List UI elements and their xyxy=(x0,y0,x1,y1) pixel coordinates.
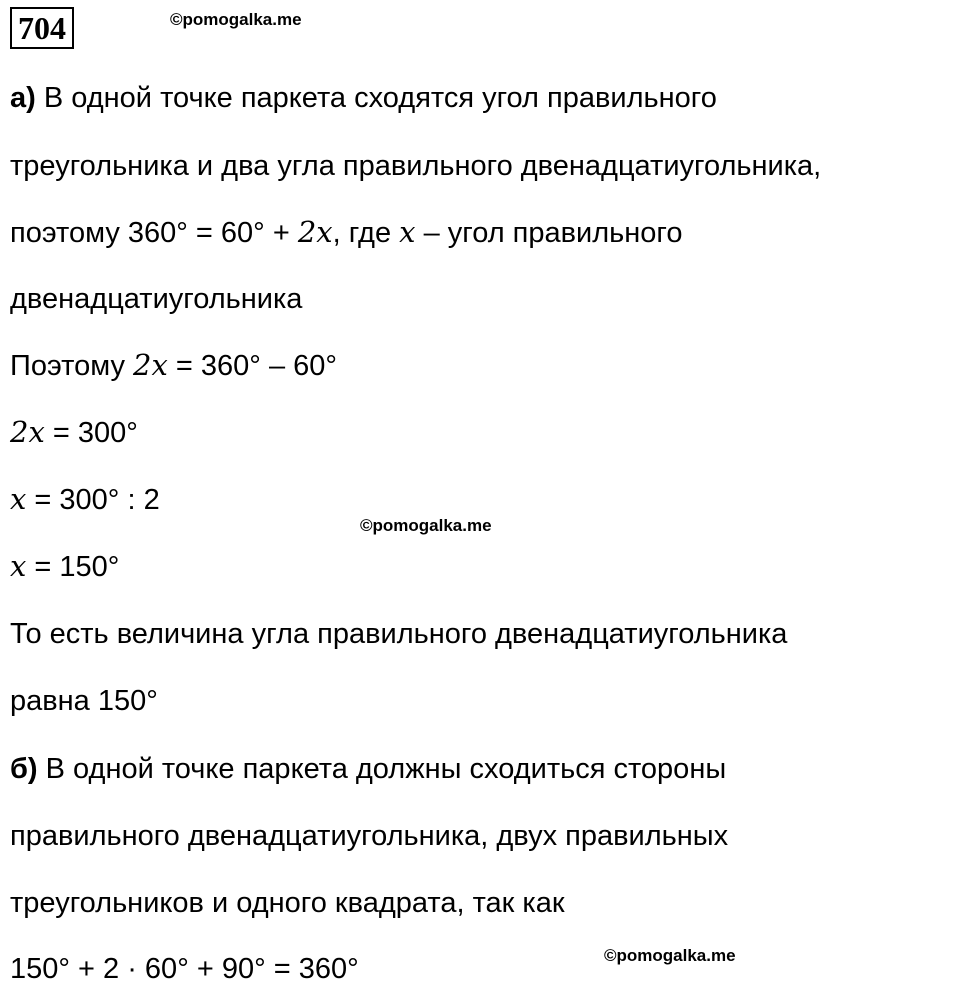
part-b-line-3: треугольников и одного квадрата, так как xyxy=(10,887,565,919)
part-b-line-4: 150° + 2 · 60° + 90° = 360° xyxy=(10,953,359,985)
part-b-label: б) xyxy=(10,753,38,785)
math-2x: 2𝑥 xyxy=(133,348,168,382)
part-a-line-3-mid: , где xyxy=(332,217,400,249)
watermark-top: ©pomogalka.me xyxy=(170,10,302,29)
math-x: 𝑥 xyxy=(10,549,27,583)
part-a-line-5-pre: Поэтому xyxy=(10,350,134,382)
math-2x: 2𝑥 xyxy=(10,415,45,449)
part-a-line-9: То есть величина угла правильного двенадцатиугольника xyxy=(10,618,788,650)
part-a-line-2: треугольника и два угла правильного двенадцатиугольника, xyxy=(10,150,822,182)
part-a-line-3 xyxy=(10,214,682,251)
part-a-line-7-post: = 300° : 2 xyxy=(26,484,160,516)
part-a-line-3-pre: поэтому 360° = 60° + xyxy=(10,217,298,249)
math-x: 𝑥 xyxy=(399,215,416,249)
part-a-line-10: равна 150° xyxy=(10,685,158,717)
math-x: 𝑥 xyxy=(10,482,27,516)
part-a-line-5-post: = 360° – 60° xyxy=(167,350,337,382)
part-a-line-6 xyxy=(10,414,138,451)
part-a-line-1-text: В одной точке паркета сходятся угол правильного xyxy=(35,82,717,114)
part-a-line-8 xyxy=(10,548,119,585)
part-b-line-1-text: В одной точке паркета должны сходиться стороны xyxy=(37,753,727,785)
part-a-line-3-post: – угол правильного xyxy=(415,217,683,249)
part-a-line-4: двенадцатиугольника xyxy=(10,283,303,315)
part-a-label: а) xyxy=(10,82,36,114)
watermark-middle: ©pomogalka.me xyxy=(360,516,492,535)
part-a-line-7 xyxy=(10,481,160,518)
part-b-line-1 xyxy=(10,751,726,787)
part-a-line-5 xyxy=(10,347,337,384)
part-a-line-8-post: = 150° xyxy=(26,551,120,583)
part-b-line-2: правильного двенадцатиугольника, двух правильных xyxy=(10,820,729,852)
math-2x: 2𝑥 xyxy=(297,215,333,249)
problem-number: 704 xyxy=(10,7,74,49)
part-a-line-1 xyxy=(10,80,717,116)
part-a-line-6-post: = 300° xyxy=(44,417,138,449)
watermark-bottom: ©pomogalka.me xyxy=(604,946,736,965)
